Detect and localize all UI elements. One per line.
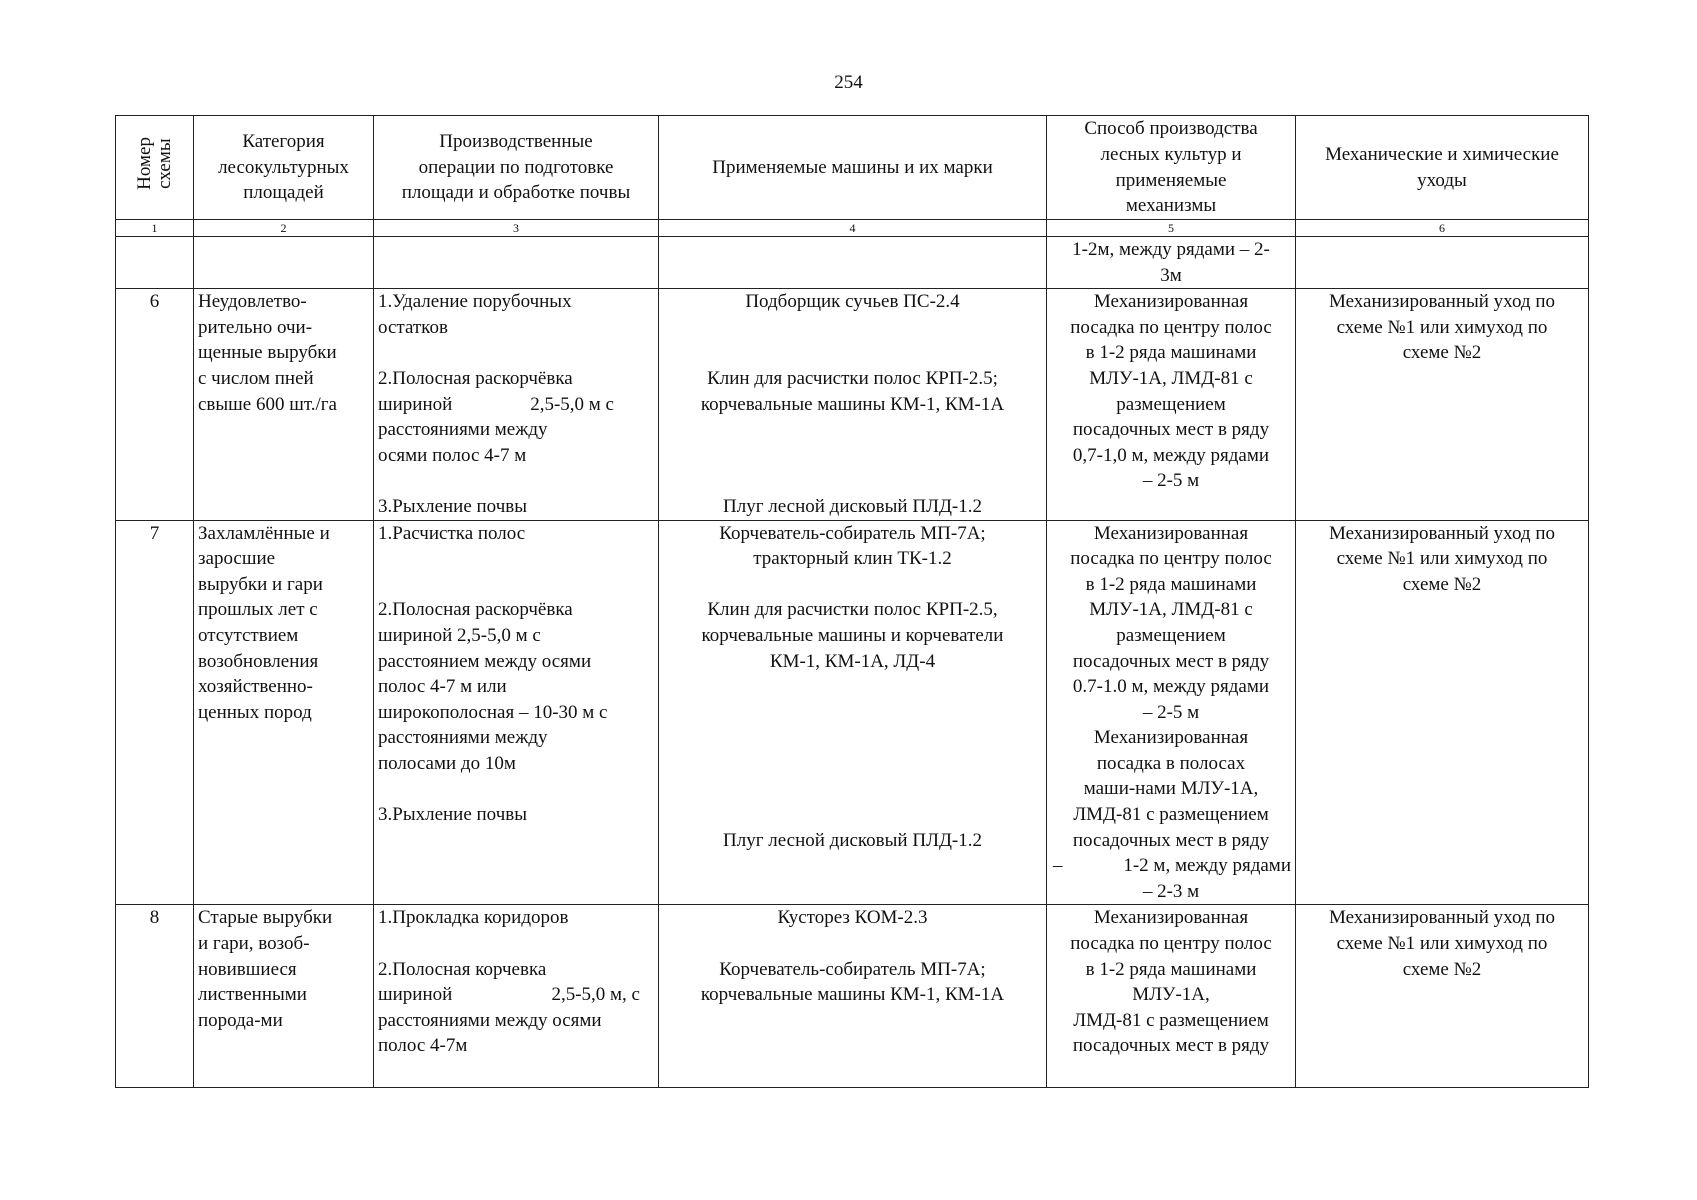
table-row <box>116 289 1589 520</box>
care: Механизированный уход по схеме №1 или химуход по схеме №2 <box>1296 289 1589 520</box>
column-number: 3 <box>374 220 659 237</box>
column-number: 6 <box>1296 220 1589 237</box>
header-care: Механические и химические уходы <box>1296 116 1589 220</box>
production-method: Механизированная посадка по центру полос в 1-2 ряда машинами МЛУ-1А, ЛМД-81 с размещением посадочных мест в ряду 0,7-1,0 м, между рядами – 2-5 м <box>1047 289 1296 520</box>
column-number: 1 <box>116 220 194 237</box>
production-method: Механизированная посадка по центру полос в 1-2 ряда машинами МЛУ-1А, ЛМД-81 с размещением посадочных мест в ряду 0.7-1.0 м, между рядами – 2-5 м Механизированная посадка в полосах маши-нами МЛУ-1А, ЛМД-81 с размещением посадочных мест в ряду – 1-2 м, между рядами – 2-3 м <box>1047 520 1296 905</box>
column-number: 2 <box>194 220 374 237</box>
production-method: Механизированная посадка по центру полос в 1-2 ряда машинами МЛУ-1А, ЛМД-81 с размещением посадочных мест в ряду <box>1047 905 1296 1088</box>
header-row <box>116 116 1589 220</box>
area-category: Неудовлетво- рительно очи- щенные вырубки с числом пней свыше 600 шт./га <box>194 289 374 520</box>
column-number: 4 <box>659 220 1047 237</box>
machines: Корчеватель-собиратель МП-7А; тракторный клин ТК-1.2 Клин для расчистки полос КРП-2.5, корчевальные машины и корчеватели КМ-1, КМ-1А, ЛД-4 Плуг лесной дисковый ПЛД-1.2 <box>659 520 1047 905</box>
column-number: 5 <box>1047 220 1296 237</box>
scheme-number: 6 <box>116 289 194 520</box>
scheme-number: 7 <box>116 520 194 905</box>
continuation-method-cell: 1-2м, между рядами – 2- 3м <box>1047 237 1296 289</box>
header-scheme-number: Номер схемы <box>116 116 194 220</box>
area-category: Старые вырубки и гари, возоб- новившиеся лиственными порода-ми <box>194 905 374 1088</box>
header-operations: Производственные операции по подготовке площади и обработке почвы <box>374 116 659 220</box>
area-category: Захламлённые и заросшие вырубки и гари прошлых лет с отсутствием возобновления хозяйственно- ценных пород <box>194 520 374 905</box>
operations: 1.Расчистка полос 2.Полосная раскорчёвка шириной 2,5-5,0 м с расстоянием между осями полос 4-7 м или широкополосная – 10-30 м с расстояниями между полосами до 10м 3.Рыхление почвы <box>374 520 659 905</box>
header-machines: Применяемые машины и их марки <box>659 116 1047 220</box>
machines: Кусторез КОМ-2.3 Корчеватель-собиратель МП-7А; корчевальные машины КМ-1, КМ-1А <box>659 905 1047 1088</box>
header-production-method: Способ производства лесных культур и применяемые механизмы <box>1047 116 1296 220</box>
care: Механизированный уход по схеме №1 или химуход по схеме №2 <box>1296 905 1589 1088</box>
column-number-row <box>116 220 1589 237</box>
care: Механизированный уход по схеме №1 или химуход по схеме №2 <box>1296 520 1589 905</box>
cultivation-schemes-table <box>115 115 1589 1088</box>
scheme-number: 8 <box>116 905 194 1088</box>
operations: 1.Удаление порубочных остатков 2.Полосная раскорчёвка шириной 2,5-5,0 м с расстояниями между осями полос 4-7 м 3.Рыхление почвы <box>374 289 659 520</box>
table-row <box>116 905 1589 1088</box>
table-row <box>116 520 1589 905</box>
machines: Подборщик сучьев ПС-2.4 Клин для расчистки полос КРП-2.5; корчевальные машины КМ-1, КМ-1А Плуг лесной дисковый ПЛД-1.2 <box>659 289 1047 520</box>
operations: 1.Прокладка коридоров 2.Полосная корчевка шириной 2,5-5,0 м, с расстояниями между осями полос 4-7м <box>374 905 659 1088</box>
header-area-category: Категория лесокультурных площадей <box>194 116 374 220</box>
continuation-row <box>116 237 1589 289</box>
page-number: 254 <box>834 72 863 93</box>
